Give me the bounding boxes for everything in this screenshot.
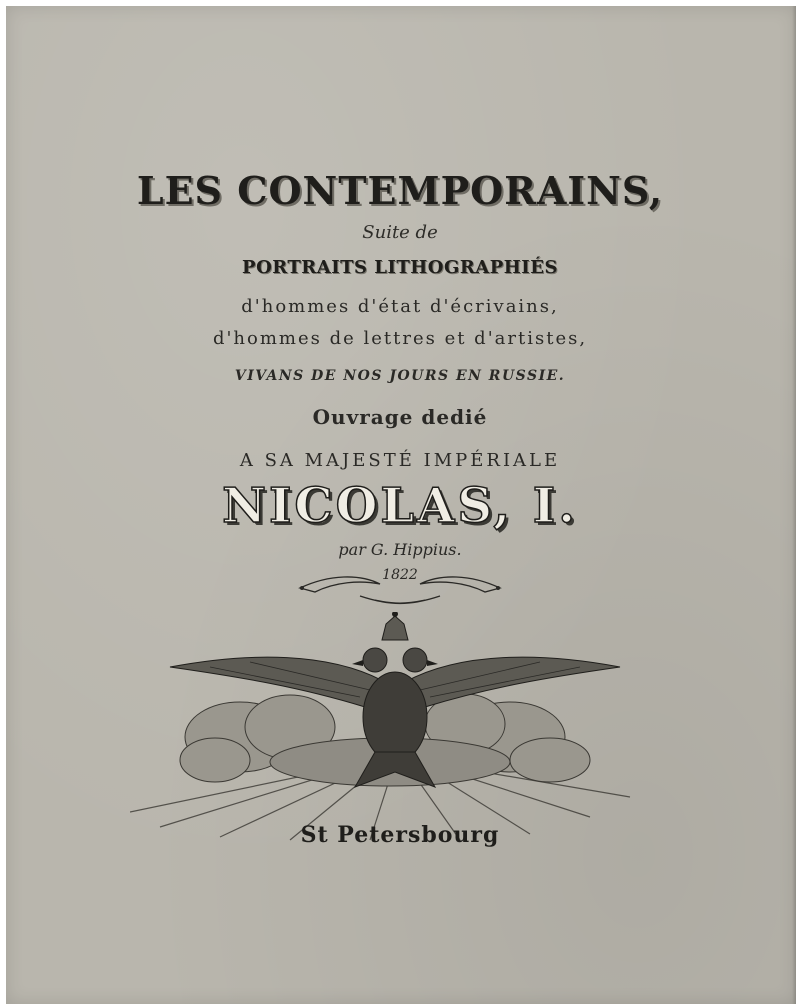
description-line-2: d'hommes de lettres et d'artistes, [212, 328, 588, 349]
portraits-heading: PORTRAITS LITHOGRAPHIÉS [242, 257, 558, 278]
author-line: par G. Hippius. [338, 540, 462, 559]
city-imprint: St Petersbourg [300, 822, 500, 848]
vivans-line: VIVANS DE NOS JOURS EN RUSSIE. [234, 368, 566, 384]
emperor-name: NICOLAS, I. [222, 478, 578, 534]
publication-year: 1822 [382, 567, 418, 583]
double-headed-eagle-icon [130, 612, 650, 842]
subtitle-suite-de: Suite de [362, 222, 438, 243]
description-line-1: d'hommes d'état d'écrivains, [241, 296, 559, 317]
dedication-line: Ouvrage dedié [312, 405, 488, 429]
book-title: LES CONTEMPORAINS, [136, 168, 664, 213]
majesty-line: A SA MAJESTÉ IMPÉRIALE [239, 450, 561, 471]
